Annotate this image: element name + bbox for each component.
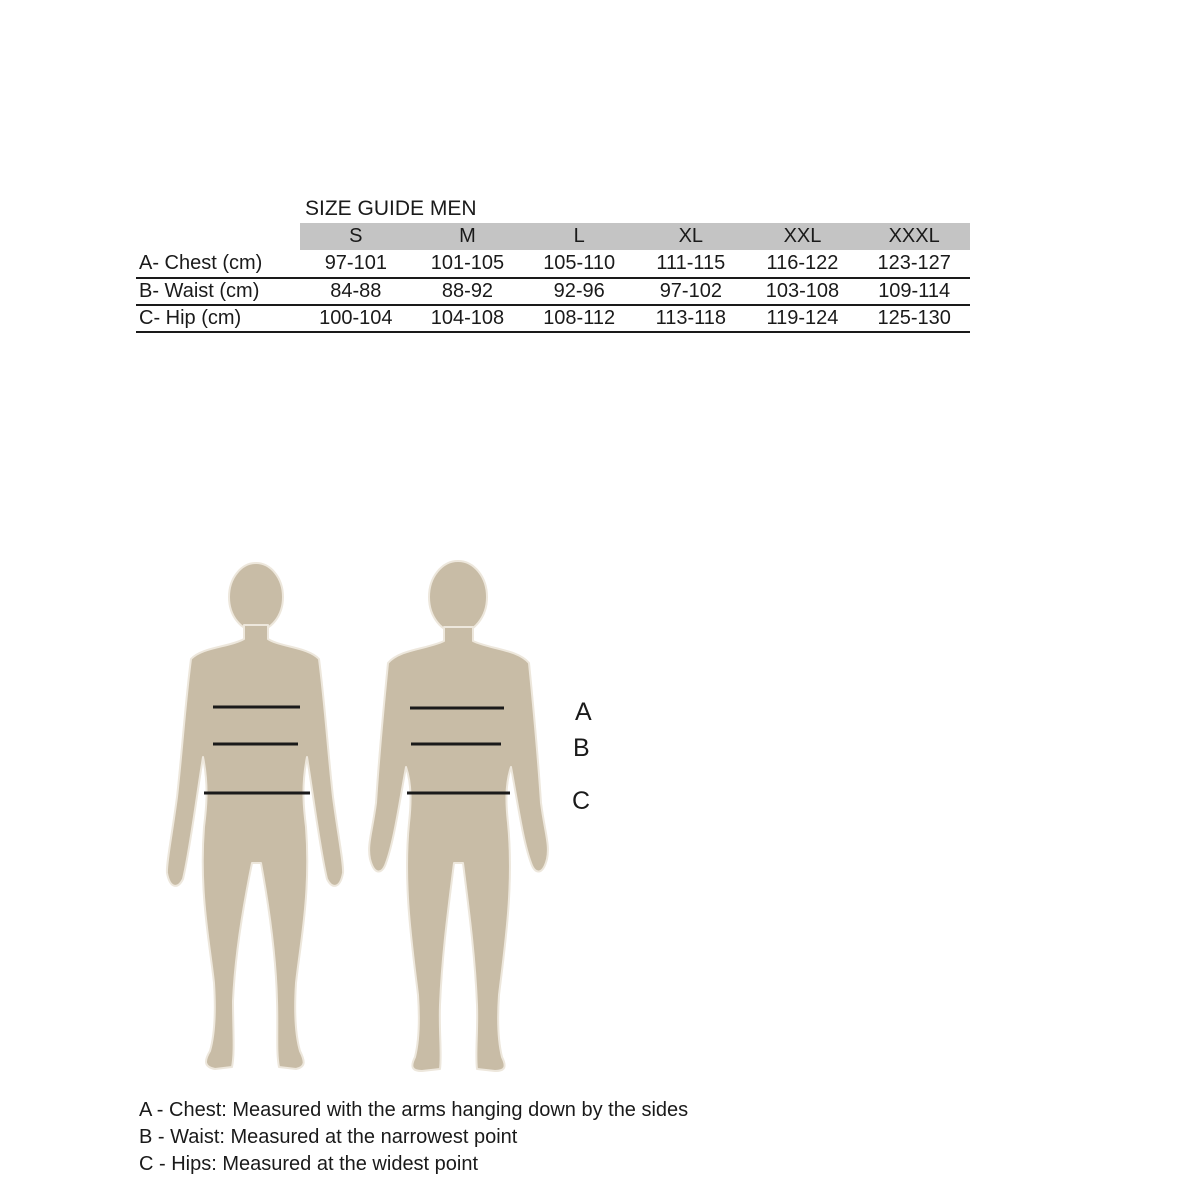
table-cell: 104-108 <box>430 307 505 329</box>
marker-a: A <box>575 698 592 726</box>
table-cell: 111-115 <box>656 252 726 274</box>
body-figures-illustration <box>150 545 560 1085</box>
size-header-xxxl: XXXL <box>888 225 940 247</box>
marker-c: C <box>572 787 591 815</box>
row-divider <box>136 331 970 333</box>
table-cell: 92-96 <box>553 280 605 302</box>
table-cell: 84-88 <box>330 280 382 302</box>
table-cell: 97-101 <box>324 252 387 274</box>
female-body <box>167 625 343 1069</box>
marker-b: B <box>573 734 590 762</box>
table-row-chest <box>136 250 970 277</box>
table-cell: 105-110 <box>543 252 616 274</box>
size-guide-title: SIZE GUIDE MEN <box>305 197 477 220</box>
measurement-notes <box>139 1097 688 1178</box>
table-cell: 119-124 <box>766 307 839 329</box>
female-figure <box>167 563 343 1069</box>
table-cell: 100-104 <box>319 307 393 329</box>
table-cell: 108-112 <box>543 307 616 329</box>
table-cell: 123-127 <box>877 252 951 274</box>
table-row-waist <box>136 278 970 305</box>
table-cell: 97-102 <box>659 280 722 302</box>
size-header-xxl: XXL <box>783 225 822 247</box>
table-cell: 101-105 <box>430 252 505 274</box>
table-cell: 88-92 <box>441 280 494 302</box>
male-figure <box>369 561 548 1071</box>
row-label-chest: A- Chest (cm) <box>139 252 263 274</box>
table-cell: 113-118 <box>655 307 727 329</box>
size-header-m: M <box>459 225 476 247</box>
table-cell: 125-130 <box>877 307 951 329</box>
row-label-waist: B- Waist (cm) <box>139 280 260 302</box>
table-cell: 116-122 <box>766 252 839 274</box>
table-cell: 103-108 <box>765 280 840 302</box>
male-body <box>369 627 548 1071</box>
female-head <box>229 563 283 631</box>
note-waist: B - Waist: Measured at the narrowest point <box>139 1126 518 1148</box>
size-header-row <box>300 223 970 250</box>
size-header-l: L <box>573 225 585 247</box>
row-label-hip: C- Hip (cm) <box>139 307 242 329</box>
table-cell: 109-114 <box>878 280 951 302</box>
size-header-s: S <box>349 225 363 247</box>
table-row-hip <box>136 305 970 332</box>
male-head <box>429 561 487 633</box>
size-header-xl: XL <box>678 225 704 247</box>
note-chest: A - Chest: Measured with the arms hanging down by the sides <box>139 1099 689 1121</box>
note-hips: C - Hips: Measured at the widest point <box>139 1153 479 1175</box>
